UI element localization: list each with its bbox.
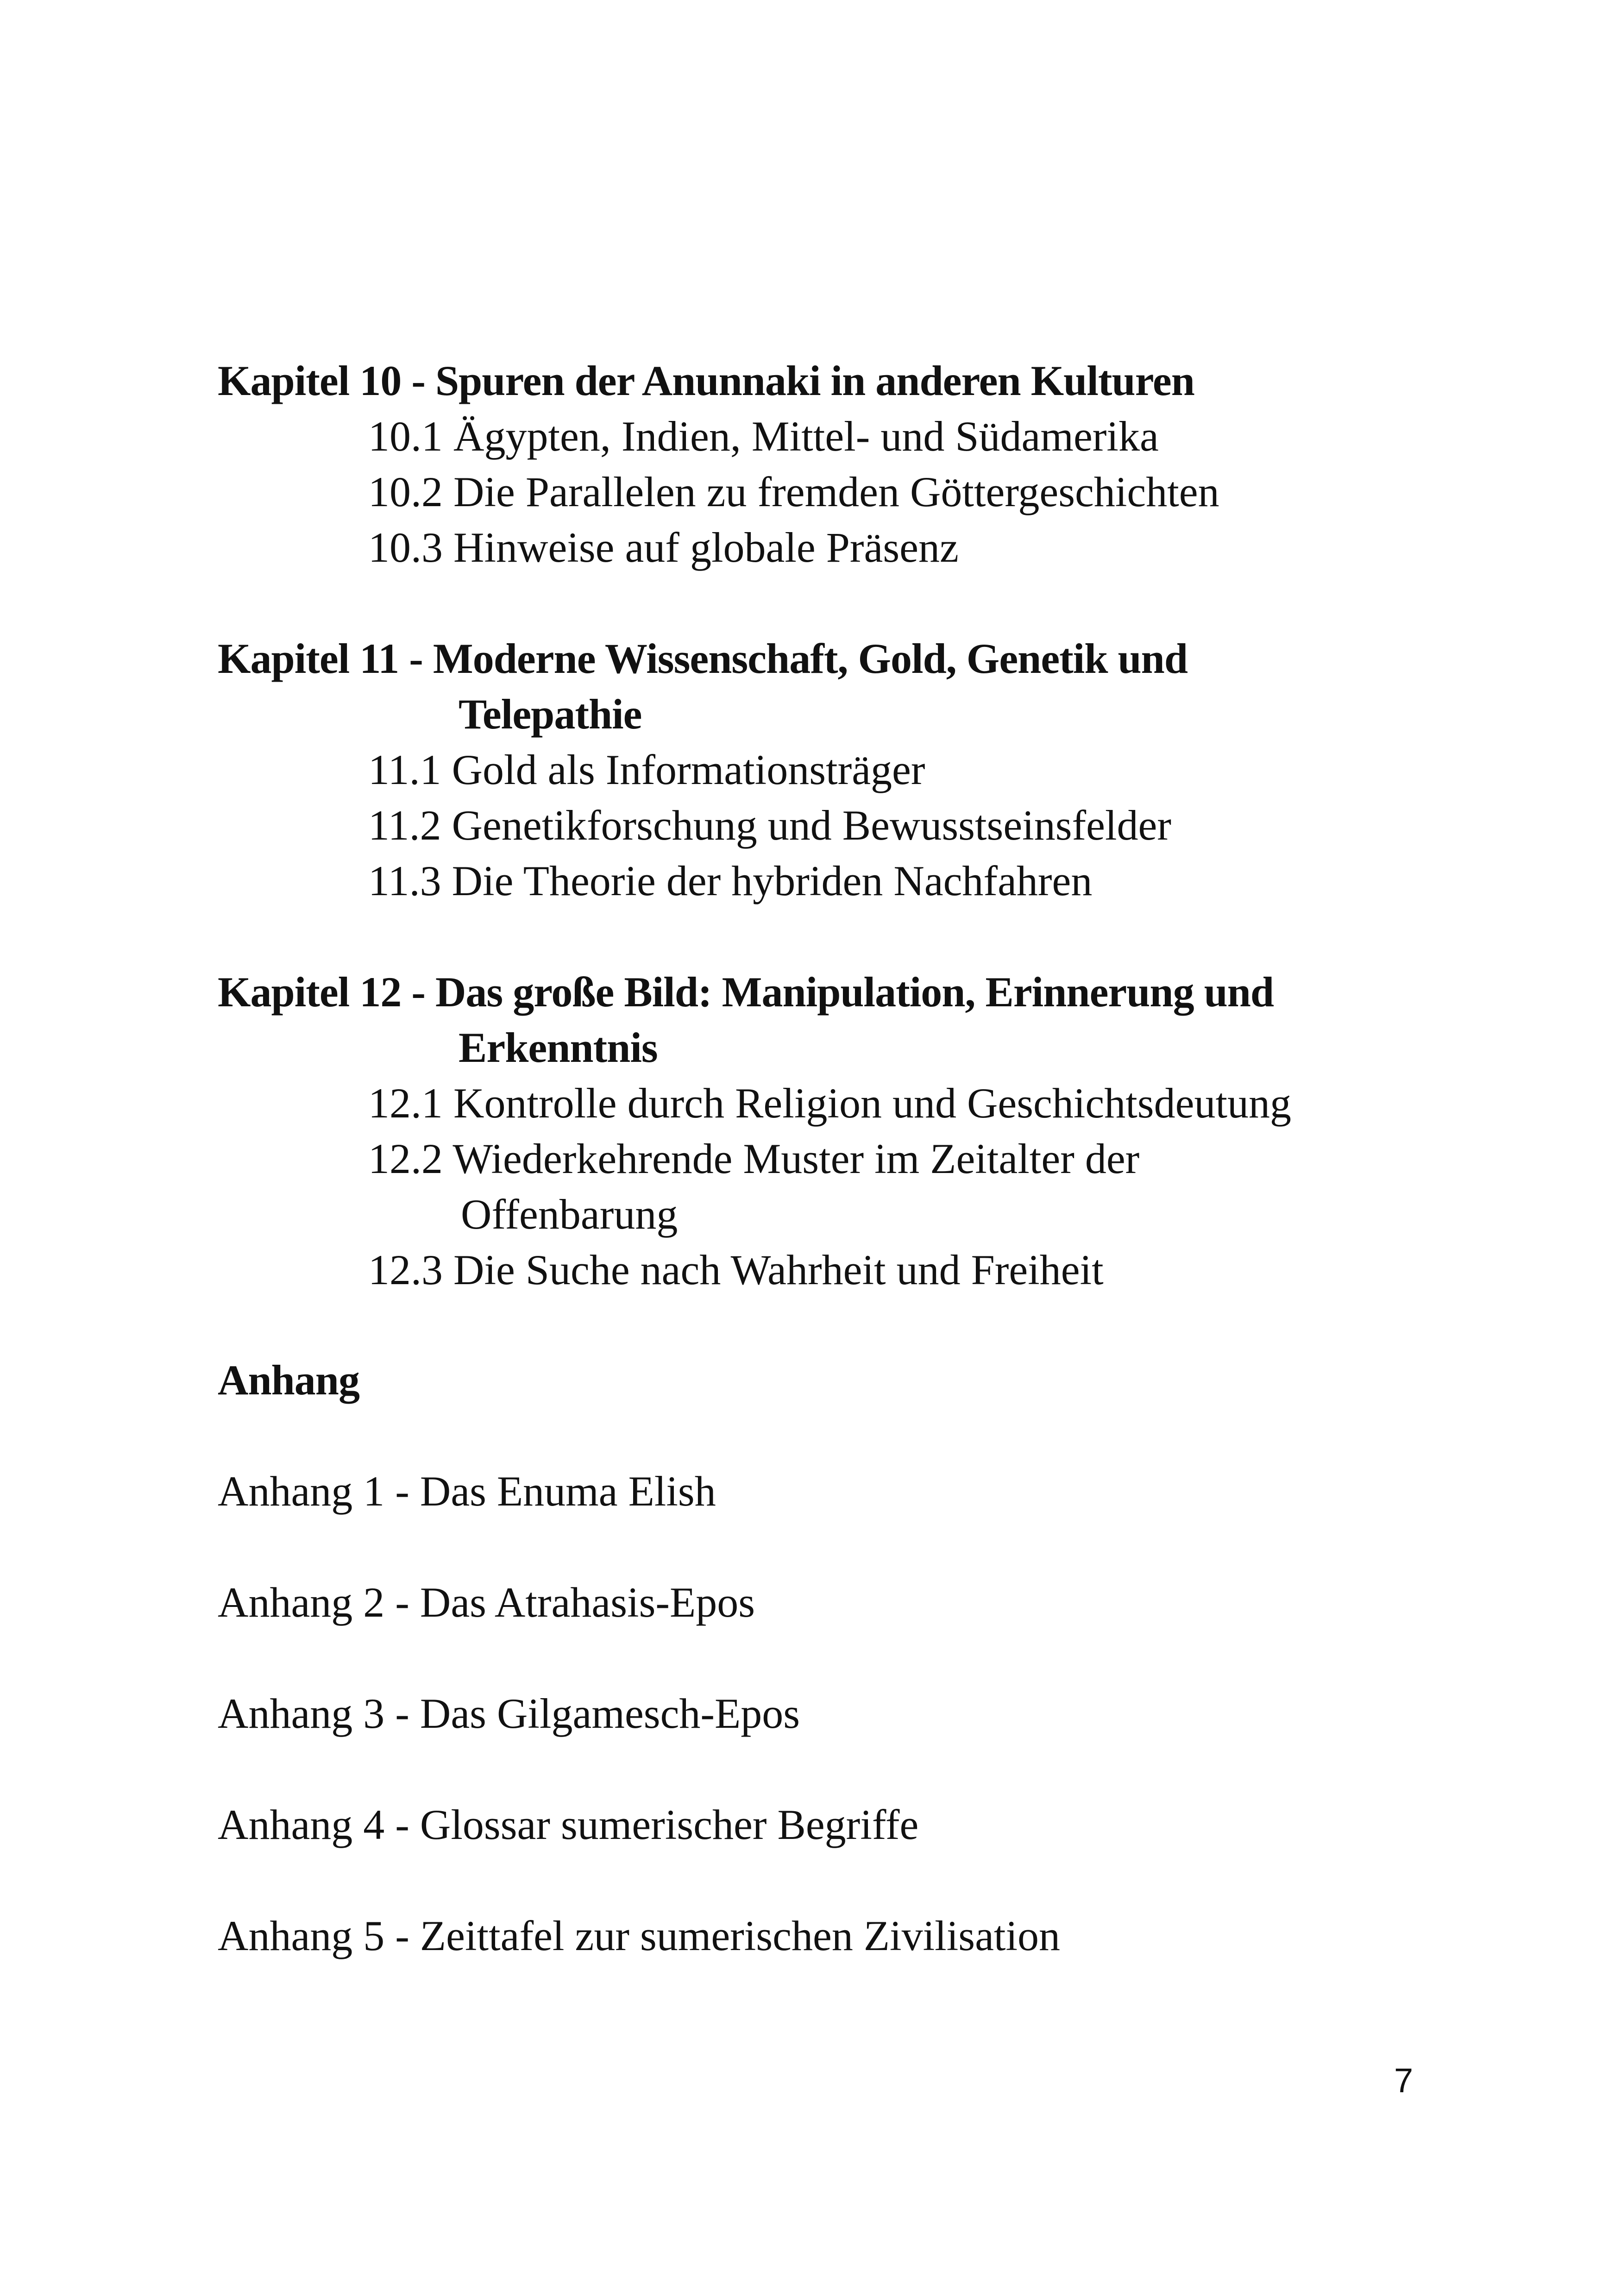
appendix-item-3: Anhang 3 - Das Gilgamesch-Epos	[218, 1690, 800, 1737]
section-12-2-text: 12.2 Wiederkehrende Muster im Zeitalter der	[368, 1135, 1140, 1182]
section-10-2-text: 10.2 Die Parallelen zu fremden Göttergeschichten	[368, 468, 1219, 515]
section-10-3-text: 10.3 Hinweise auf globale Präsenz	[368, 524, 959, 571]
chapter-11-heading	[218, 631, 1187, 742]
section-12-1-text: 12.1 Kontrolle durch Religion und Geschichtsdeutung	[368, 1079, 1292, 1127]
chapter-12-heading	[218, 964, 1274, 1075]
section-11-2	[368, 797, 1171, 853]
chapter-11-title-cont: Telepathie	[459, 690, 642, 738]
section-10-3	[368, 520, 959, 575]
chapter-12-title-cont: Erkenntnis	[459, 1024, 658, 1071]
appendix-item-4: Anhang 4 - Glossar sumerischer Begriffe	[218, 1801, 919, 1848]
appendix-item-5: Anhang 5 - Zeittafel zur sumerischen Zivilisation	[218, 1912, 1061, 1959]
section-10-1	[368, 408, 1159, 464]
chapter-12-title: Kapitel 12 - Das große Bild: Manipulation, Erinnerung und	[218, 968, 1274, 1016]
section-10-1-text: 10.1 Ägypten, Indien, Mittel- und Südamerika	[368, 413, 1159, 460]
section-10-2	[368, 464, 1219, 520]
section-11-3	[368, 853, 1092, 909]
chapter-11-title: Kapitel 11 - Moderne Wissenschaft, Gold, Genetik und	[218, 635, 1188, 682]
section-11-1-text: 11.1 Gold als Informationsträger	[368, 746, 925, 793]
section-11-3-text: 11.3 Die Theorie der hybriden Nachfahren	[368, 857, 1093, 904]
section-12-3-text: 12.3 Die Suche nach Wahrheit und Freiheit	[368, 1246, 1104, 1293]
section-12-2-text-cont: Offenbarung	[461, 1191, 678, 1238]
section-12-3	[368, 1242, 1104, 1298]
section-12-1	[368, 1075, 1291, 1131]
section-11-1	[368, 742, 925, 797]
appendix-item-2: Anhang 2 - Das Atrahasis-Epos	[218, 1579, 755, 1626]
page-number: 7	[1394, 2061, 1414, 2100]
appendix-item-1: Anhang 1 - Das Enuma Elish	[218, 1468, 716, 1515]
section-12-2	[368, 1131, 1139, 1242]
appendix-title: Anhang	[218, 1356, 359, 1404]
chapter-10-heading	[218, 353, 1194, 408]
section-11-2-text: 11.2 Genetikforschung und Bewusstseinsfelder	[368, 802, 1172, 849]
chapter-10-title: Kapitel 10 - Spuren der Anunnaki in anderen Kulturen	[218, 357, 1194, 404]
